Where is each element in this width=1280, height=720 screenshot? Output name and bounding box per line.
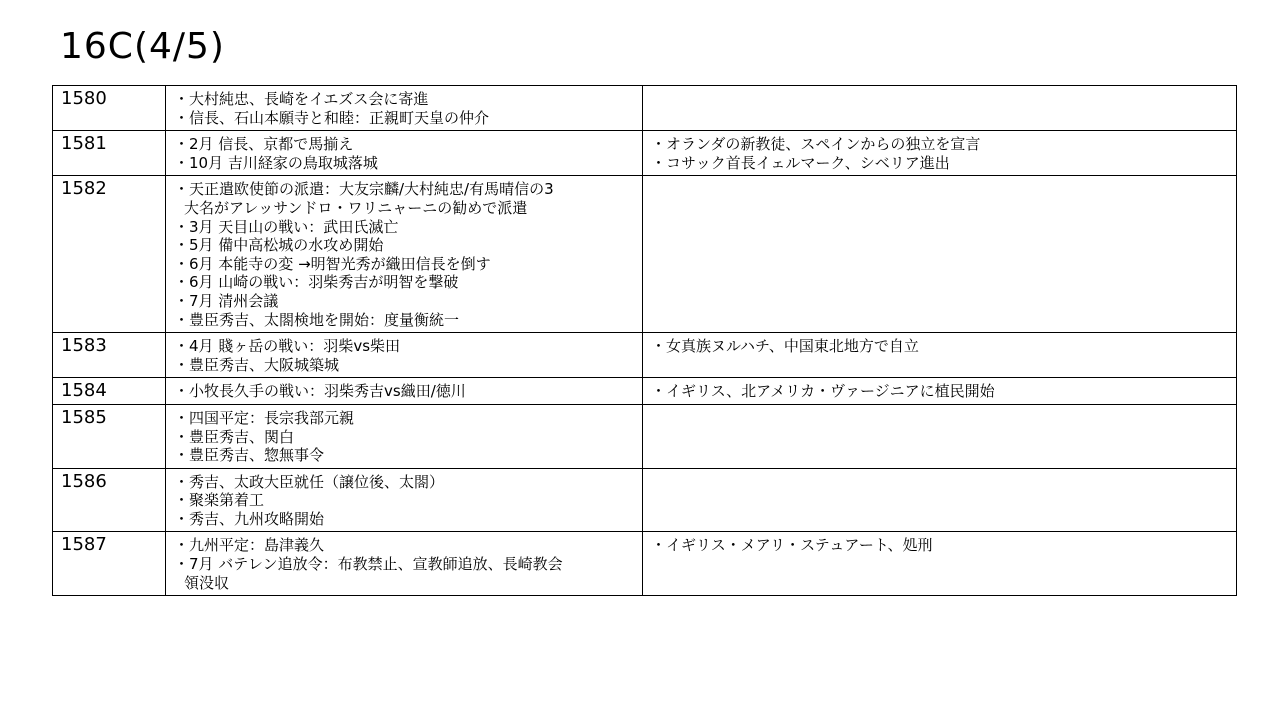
event-line: 領没収 <box>184 573 230 592</box>
world-events-cell <box>643 176 1237 333</box>
year-cell: 1587 <box>53 532 166 596</box>
event-line: ・秀吉、九州攻略開始 <box>174 509 325 528</box>
world-events-cell <box>643 468 1237 532</box>
table-row <box>53 404 1237 468</box>
event-line: ・イギリス・メアリ・ステュアート、処刑 <box>651 536 933 555</box>
event-line: ・6月 本能寺の変 →明智光秀が織田信長を倒す <box>174 254 491 273</box>
japan-events-cell <box>166 176 643 333</box>
world-events-cell <box>643 378 1237 405</box>
table-row <box>53 333 1237 378</box>
japan-events-cell <box>166 468 643 532</box>
japan-events-cell <box>166 131 643 176</box>
event-line: ・2月 信長、京都で馬揃え <box>174 135 354 154</box>
event-line: ・3月 天目山の戦い：武田氏滅亡 <box>174 217 399 236</box>
table-row <box>53 468 1237 532</box>
event-line: ・4月 賤ヶ岳の戦い：羽柴vs柴田 <box>174 337 401 356</box>
event-line: ・女真族ヌルハチ、中国東北地方で自立 <box>651 337 919 356</box>
event-line: ・天正遣欧使節の派遣：大友宗麟/大村純忠/有馬晴信の3 <box>174 180 554 199</box>
event-line: 大名がアレッサンドロ・ワリニャーニの勧めで派遣 <box>184 198 528 217</box>
event-line: ・豊臣秀吉、太閤検地を開始：度量衡統一 <box>174 310 460 329</box>
year-cell: 1583 <box>53 333 166 378</box>
event-line: ・コサック首長イェルマーク、シベリア進出 <box>651 153 950 172</box>
event-line: ・豊臣秀吉、惣無事令 <box>174 446 325 465</box>
timeline-body <box>53 86 1237 596</box>
page-title: 16C(4/5) <box>60 26 225 67</box>
event-line: ・九州平定：島津義久 <box>174 536 325 555</box>
table-row <box>53 532 1237 596</box>
year-cell: 1581 <box>53 131 166 176</box>
event-line: ・信長、石山本願寺と和睦：正親町天皇の仲介 <box>174 108 490 127</box>
table-row <box>53 176 1237 333</box>
event-line: ・7月 清州会議 <box>174 291 279 310</box>
world-events-cell <box>643 404 1237 468</box>
event-line: ・6月 山崎の戦い：羽柴秀吉が明智を撃破 <box>174 273 459 292</box>
event-line: ・7月 バテレン追放令：布教禁止、宣教師追放、長崎教会 <box>174 555 563 574</box>
event-line: ・オランダの新教徒、スペインからの独立を宣言 <box>651 135 981 154</box>
event-line: ・大村純忠、長崎をイエズス会に寄進 <box>174 90 429 108</box>
table-row <box>53 86 1237 131</box>
table-row <box>53 378 1237 405</box>
timeline-table <box>52 85 1237 596</box>
event-line: ・四国平定：長宗我部元親 <box>174 408 355 427</box>
year-cell: 1580 <box>53 86 166 131</box>
event-line: ・豊臣秀吉、関白 <box>174 427 295 446</box>
event-line: ・豊臣秀吉、大阪城築城 <box>174 355 340 374</box>
world-events-cell <box>643 333 1237 378</box>
table-row <box>53 131 1237 176</box>
japan-events-cell <box>166 378 643 405</box>
year-cell: 1585 <box>53 404 166 468</box>
world-events-cell <box>643 131 1237 176</box>
year-cell: 1586 <box>53 468 166 532</box>
world-events-cell <box>643 86 1237 131</box>
event-line: ・聚楽第着工 <box>174 491 265 510</box>
world-events-cell <box>643 532 1237 596</box>
event-line: ・小牧長久手の戦い：羽柴秀吉vs織田/徳川 <box>174 382 466 401</box>
event-line: ・秀吉、太政大臣就任（譲位後、太閤） <box>174 472 445 491</box>
japan-events-cell <box>166 86 643 131</box>
japan-events-cell <box>166 404 643 468</box>
japan-events-cell <box>166 532 643 596</box>
event-line: ・10月 吉川経家の鳥取城落城 <box>174 153 378 172</box>
event-line: ・5月 備中高松城の水攻め開始 <box>174 236 384 255</box>
year-cell: 1584 <box>53 378 166 405</box>
japan-events-cell <box>166 333 643 378</box>
event-line: ・イギリス、北アメリカ・ヴァージニアに植民開始 <box>651 382 995 401</box>
year-cell: 1582 <box>53 176 166 333</box>
